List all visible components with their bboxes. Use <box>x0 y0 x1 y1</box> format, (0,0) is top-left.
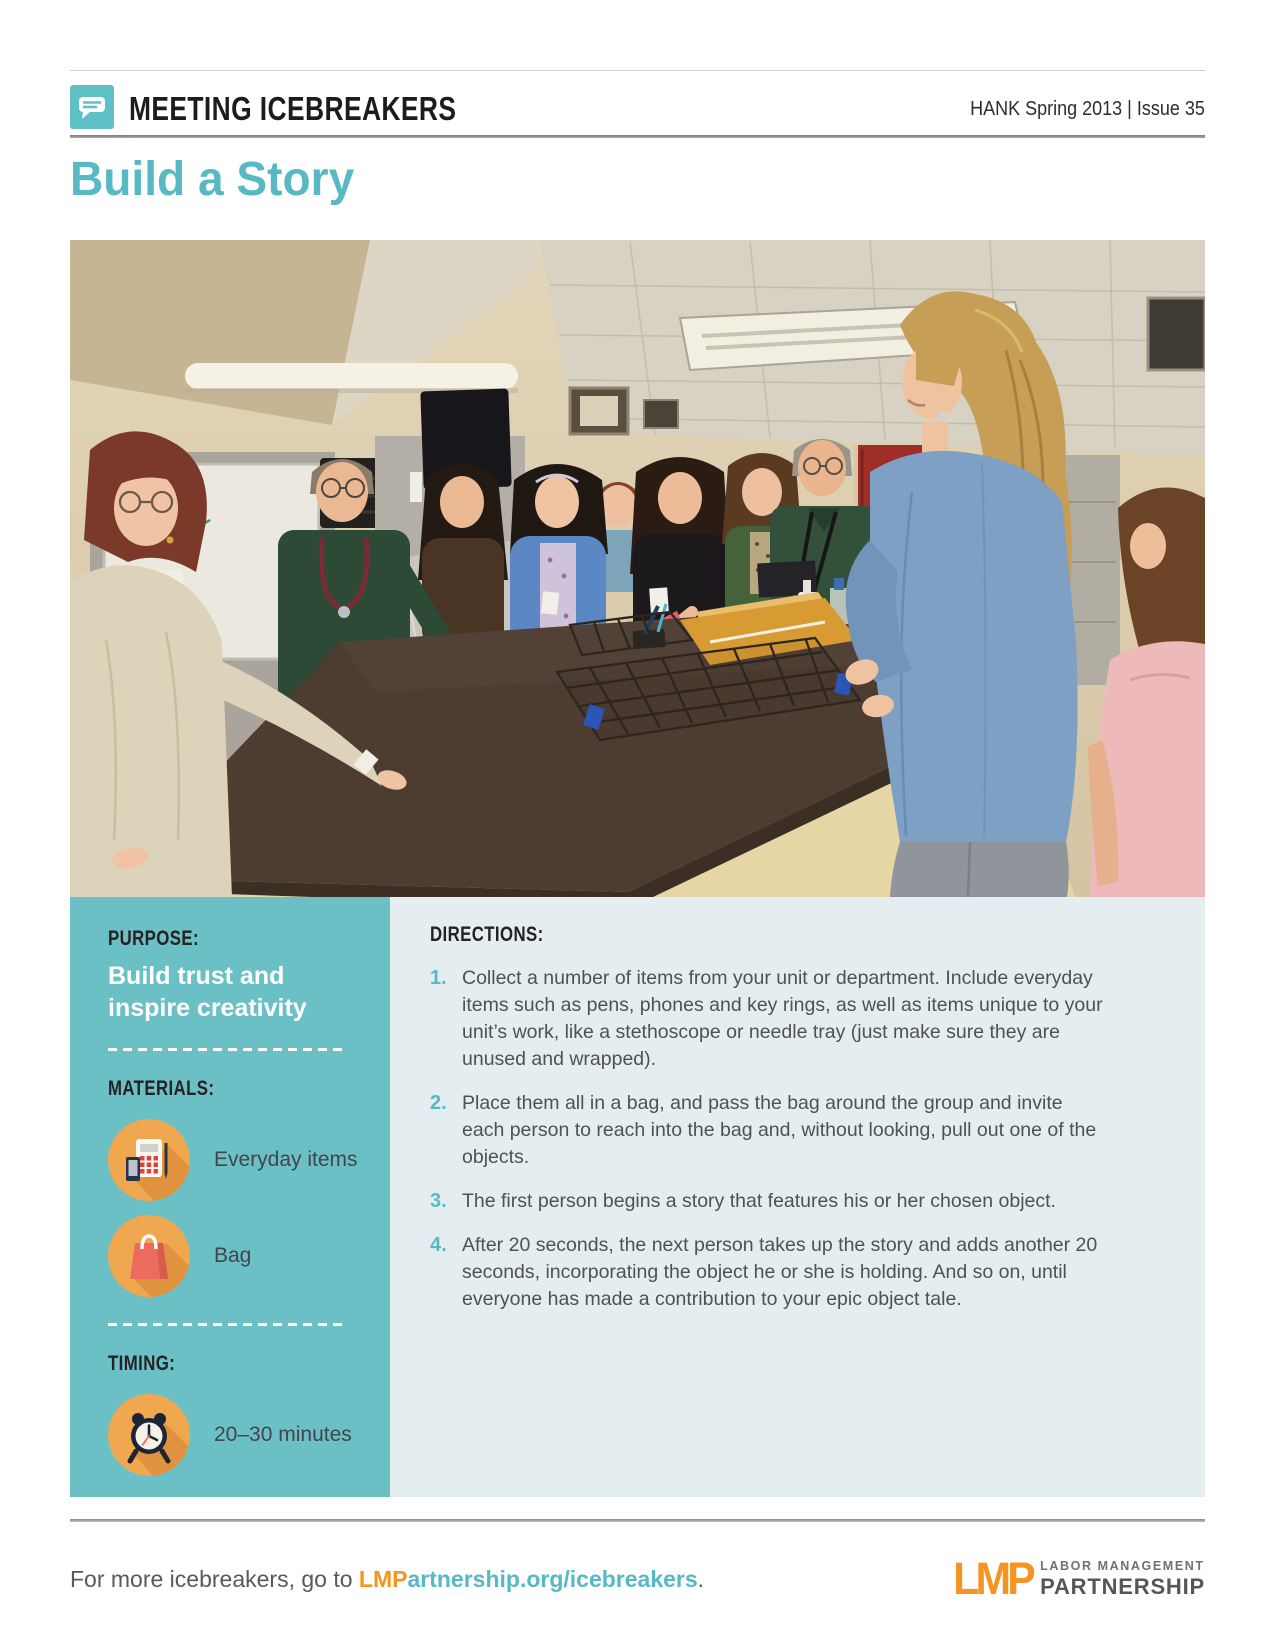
direction-step <box>430 1232 1165 1313</box>
step-number: 1. <box>430 967 447 989</box>
materials-label: MATERIALS: <box>108 1077 215 1100</box>
group-photo <box>70 240 1205 897</box>
tube-light <box>185 363 518 389</box>
directions-panel <box>390 897 1205 1497</box>
step-text: The first person begins a story that features his or her chosen object. <box>462 1190 1056 1212</box>
lmp-logo-mark: LMP <box>953 1553 1033 1604</box>
top-rule <box>70 70 1205 71</box>
purpose-label: PURPOSE: <box>108 927 199 950</box>
material-item <box>108 1119 360 1201</box>
dashed-divider <box>108 1323 345 1326</box>
step-number: 2. <box>430 1092 447 1114</box>
timing-label: TIMING: <box>108 1352 176 1375</box>
material-label: Everyday items <box>214 1148 358 1171</box>
shopping-bag-icon <box>108 1215 190 1297</box>
purpose-text: Build trust and inspire creativity <box>108 962 307 1022</box>
footer-text <box>70 1566 704 1593</box>
page-footer <box>70 1543 1205 1615</box>
link-url-part: artnership.org/icebreakers <box>407 1565 698 1592</box>
timing-value: 20–30 minutes <box>214 1423 352 1446</box>
direction-step <box>430 1090 1165 1171</box>
step-text: After 20 seconds, the next person takes up the story and adds another 20 seconds, incorporating the object he or she is holding. And so on, until everyone has made a contribution to your epic object tale. <box>462 1234 1098 1310</box>
lmp-logo-text <box>1040 1559 1205 1600</box>
lmp-logo-line2: PARTNERSHIP <box>1040 1573 1205 1599</box>
timing-item <box>108 1394 360 1476</box>
direction-step <box>430 965 1165 1073</box>
directions-list <box>430 965 1165 1313</box>
dashed-divider <box>108 1048 345 1051</box>
material-label: Bag <box>214 1244 252 1267</box>
step-number: 3. <box>430 1190 447 1212</box>
footer-rule <box>70 1519 1205 1522</box>
direction-step <box>430 1188 1165 1215</box>
material-item <box>108 1215 360 1297</box>
page-header <box>70 84 1205 134</box>
footer-suffix: . <box>697 1565 705 1592</box>
alarm-clock-icon <box>108 1394 190 1476</box>
lmp-logo <box>949 1553 1205 1605</box>
icebreakers-link[interactable] <box>359 1566 698 1592</box>
newsletter-section-title: MEETING ICEBREAKERS <box>129 90 457 127</box>
page-title: Build a Story <box>70 153 355 206</box>
directions-label: DIRECTIONS: <box>430 923 544 946</box>
step-text: Place them all in a bag, and pass the bag around the group and invite each person to reach into the bag and, without looking, pull out one of the objects. <box>462 1092 1097 1168</box>
brand <box>70 85 538 134</box>
speech-bubble-icon <box>70 85 114 134</box>
step-text: Collect a number of items from your unit or department. Include everyday items such as pens, phones and key rings, as well as items unique to your unit’s work, like a stethoscope or needle tray (just make sure they are unused and wrapped). <box>462 967 1103 1070</box>
lmp-logo-line1: LABOR MANAGEMENT <box>1040 1558 1205 1573</box>
everyday-items-icon <box>108 1119 190 1201</box>
sidebar-panel <box>70 897 390 1497</box>
step-number: 4. <box>430 1234 447 1256</box>
link-lmp-part: LMP <box>358 1565 408 1592</box>
issue-info: HANK Spring 2013 | Issue 35 <box>970 97 1205 120</box>
header-rule <box>70 135 1205 138</box>
footer-prefix: For more icebreakers, go to <box>70 1565 359 1592</box>
